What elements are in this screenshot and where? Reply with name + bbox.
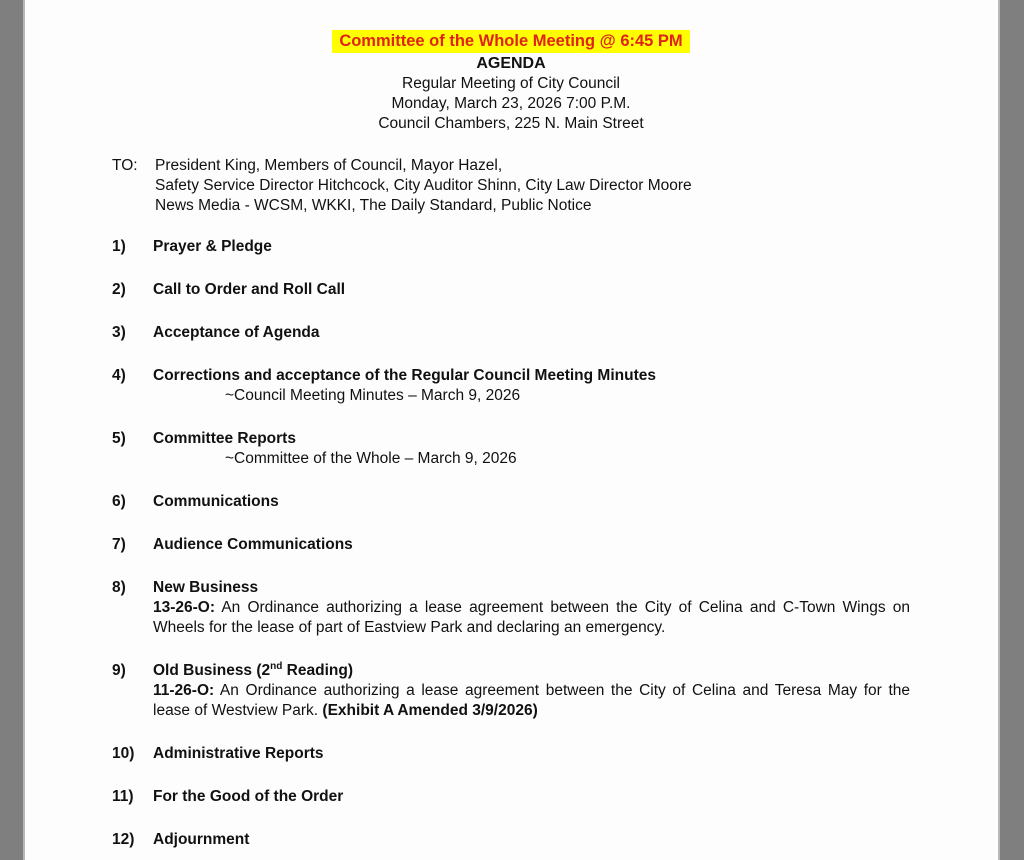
item-title	[153, 661, 910, 681]
recipient-line: Safety Service Director Hitchcock, City Auditor Shinn, City Law Director Moore	[155, 177, 692, 194]
item-title-text: Old Business (2	[153, 662, 271, 679]
document-header	[112, 30, 910, 134]
agenda-item	[112, 492, 910, 512]
agenda-item	[112, 237, 910, 257]
item-number: 7)	[112, 536, 126, 553]
item-title: Administrative Reports	[153, 745, 324, 762]
ordinance-text: An Ordinance authorizing a lease agreement between the City of Celina and Teresa May for the lease of Westview Park.	[153, 682, 910, 719]
meeting-type: Regular Meeting of City Council	[402, 75, 620, 92]
to-label: TO:	[112, 157, 138, 174]
item-subnote: ~Council Meeting Minutes – March 9, 2026	[225, 387, 521, 404]
recipient-line: President King, Members of Council, Mayor Hazel,	[155, 157, 503, 174]
item-number: 8)	[112, 579, 126, 596]
item-title: New Business	[153, 579, 259, 596]
item-title: Adjournment	[153, 831, 250, 848]
agenda-item	[112, 744, 910, 764]
item-number: 3)	[112, 324, 126, 341]
item-title: Corrections and acceptance of the Regular Council Meeting Minutes	[153, 367, 656, 384]
agenda-item	[112, 280, 910, 300]
item-title: Prayer & Pledge	[153, 238, 272, 255]
agenda-item	[112, 661, 910, 721]
item-number: 12)	[112, 831, 135, 848]
item-title: Audience Communications	[153, 536, 353, 553]
recipient-line: News Media - WCSM, WKKI, The Daily Standard, Public Notice	[155, 197, 592, 214]
viewer-margin-left	[0, 0, 25, 860]
meeting-location: Council Chambers, 225 N. Main Street	[378, 115, 644, 132]
agenda-item	[112, 366, 910, 406]
ordinance-number: 13-26-O:	[153, 599, 216, 616]
item-number: 9)	[112, 662, 126, 679]
agenda-item	[112, 323, 910, 343]
item-number: 5)	[112, 430, 126, 447]
document-page	[27, 0, 996, 860]
item-body	[153, 598, 910, 638]
agenda-title: AGENDA	[476, 55, 546, 72]
agenda-item	[112, 830, 910, 850]
item-title: Communications	[153, 493, 279, 510]
viewer-margin-right	[998, 0, 1024, 860]
item-title: Call to Order and Roll Call	[153, 281, 346, 298]
item-number: 2)	[112, 281, 126, 298]
agenda-list	[112, 237, 910, 850]
item-title: For the Good of the Order	[153, 788, 344, 805]
item-number: 4)	[112, 367, 126, 384]
ordinance-text: An Ordinance authorizing a lease agreement between the City of Celina and C-Town Wings on Wheels for the lease of part of Eastview Park and declaring an emergency.	[153, 599, 910, 636]
ordinance-number: 11-26-O:	[153, 682, 215, 699]
meeting-datetime: Monday, March 23, 2026 7:00 P.M.	[391, 95, 631, 112]
item-subnote: ~Committee of the Whole – March 9, 2026	[225, 450, 517, 467]
ordinal-superscript: nd	[270, 660, 283, 672]
agenda-item	[112, 787, 910, 807]
item-body	[153, 681, 910, 721]
item-title-text: Reading)	[282, 662, 353, 679]
highlighted-meeting-title: Committee of the Whole Meeting @ 6:45 PM	[332, 30, 689, 53]
item-title: Acceptance of Agenda	[153, 324, 320, 341]
item-number: 1)	[112, 238, 126, 255]
item-number: 11)	[112, 788, 134, 805]
item-title: Committee Reports	[153, 430, 296, 447]
recipients-block	[112, 156, 910, 216]
recipient-lines	[155, 156, 910, 216]
agenda-item	[112, 578, 910, 638]
highlighted-title-row	[112, 30, 910, 53]
exhibit-note: (Exhibit A Amended 3/9/2026)	[322, 702, 538, 719]
item-number: 6)	[112, 493, 126, 510]
agenda-item	[112, 535, 910, 555]
agenda-item	[112, 429, 910, 469]
item-number: 10)	[112, 745, 135, 762]
